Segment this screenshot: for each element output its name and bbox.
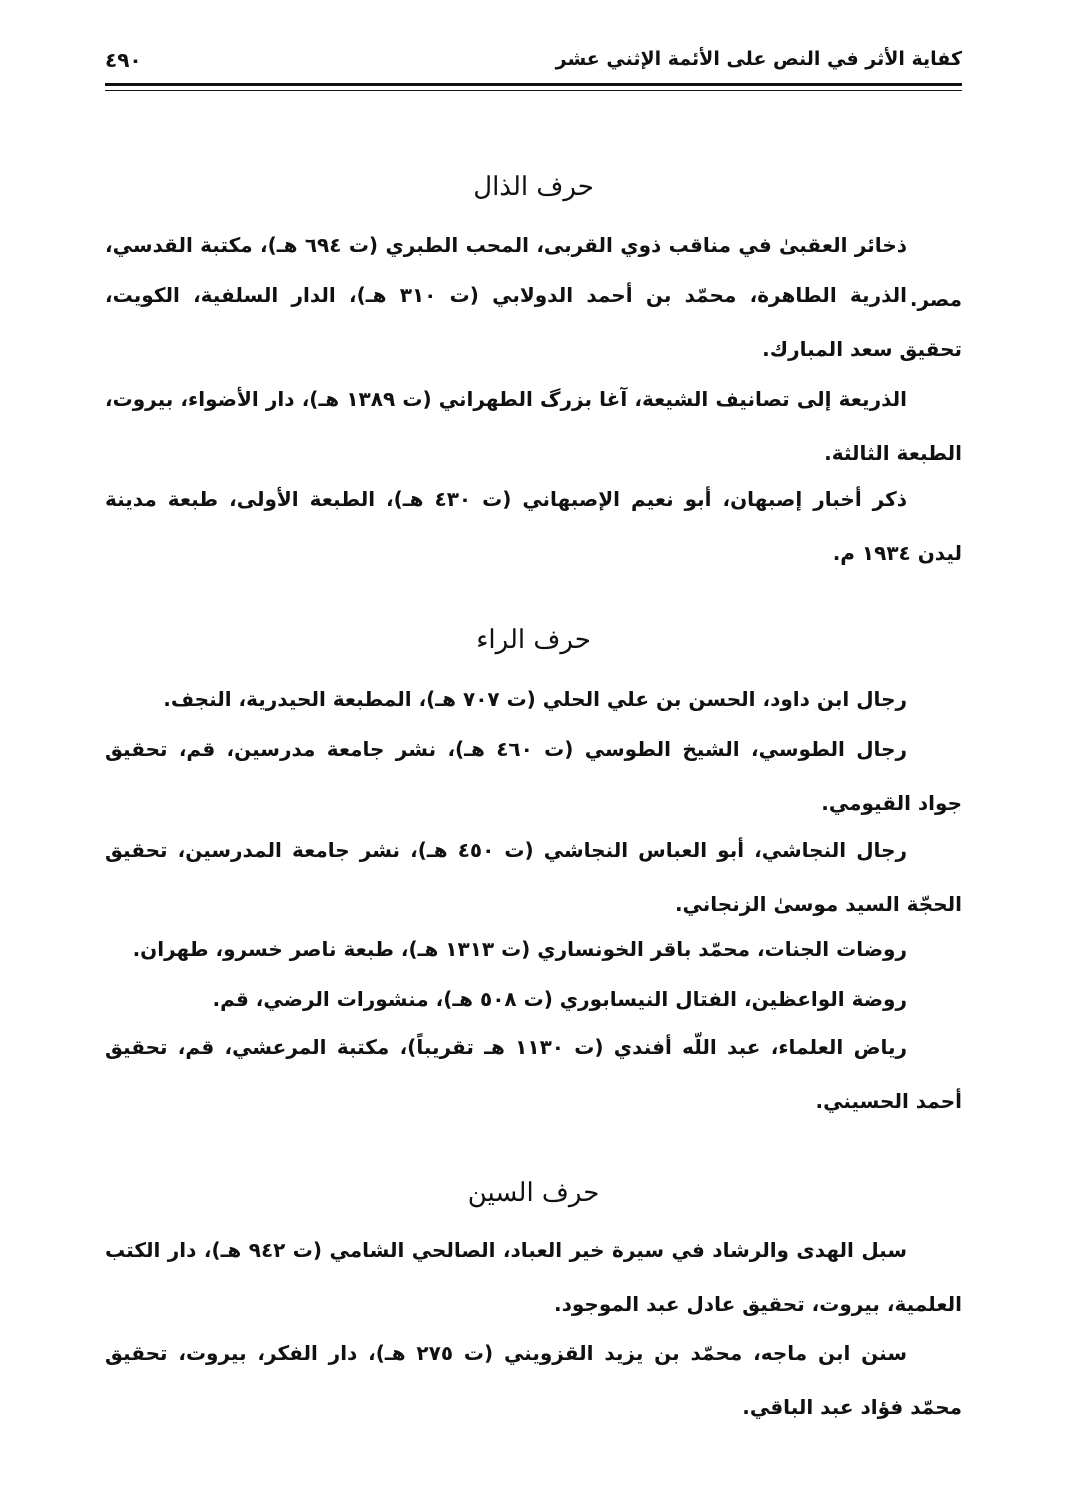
bibliography-entry: رجال الطوسي، الشيخ الطوسي (ت ٤٦٠ هـ)، نشر جامعة مدرسين، قم، تحقيق جواد القيومي. xyxy=(105,737,962,815)
section-title-sin: حرف السين xyxy=(467,1178,600,1208)
header-rule-thin xyxy=(105,90,962,91)
running-title: كفاية الأثر في النص على الأئمة الإثني عشر xyxy=(555,48,962,70)
section-title-dhal: حرف الذال xyxy=(473,172,594,202)
header-rule-thick xyxy=(105,83,962,86)
bibliography-entry: روضة الواعظين، الفتال النيسابوري (ت ٥٠٨ هـ)، منشورات الرضي، قم. xyxy=(212,987,907,1011)
bibliography-entry: ذخائر العقبىٰ في مناقب ذوي القربى، المحب الطبري (ت ٦٩٤ هـ)، مكتبة القدسي، مصر. xyxy=(105,233,962,311)
bibliography-entry: روضات الجنات، محمّد باقر الخونساري (ت ١٣١٣ هـ)، طبعة ناصر خسرو، طهران. xyxy=(132,937,907,961)
bibliography-entry: رجال النجاشي، أبو العباس النجاشي (ت ٤٥٠ هـ)، نشر جامعة المدرسين، تحقيق الحجّة السيد موسىٰ الزنجاني. xyxy=(105,838,962,916)
bibliography-entry: رياض العلماء، عبد اللّه أفندي (ت ١١٣٠ هـ تقريباً)، مكتبة المرعشي، قم، تحقيق أحمد الحسيني. xyxy=(105,1035,962,1113)
bibliography-entry: ذكر أخبار إصبهان، أبو نعيم الإصبهاني (ت ٤٣٠ هـ)، الطبعة الأولى، طبعة مدينة ليدن ١٩٣٤ م. xyxy=(105,487,962,565)
section-title-ra: حرف الراء xyxy=(476,625,591,655)
page-number: ٤٩٠ xyxy=(105,48,142,72)
bibliography-entry: الذرية الطاهرة، محمّد بن أحمد الدولابي (ت ٣١٠ هـ)، الدار السلفية، الكويت، تحقيق سعد المبارك. xyxy=(105,283,962,361)
bibliography-entry: الذريعة إلى تصانيف الشيعة، آغا بزرگ الطهراني (ت ١٣٨٩ هـ)، دار الأضواء، بيروت، الطبعة الثالثة. xyxy=(105,387,962,465)
bibliography-entry: رجال ابن داود، الحسن بن علي الحلي (ت ٧٠٧ هـ)، المطبعة الحيدرية، النجف. xyxy=(163,687,907,711)
page-header xyxy=(105,48,962,78)
bibliography-entry: سبل الهدى والرشاد في سيرة خير العباد، الصالحي الشامي (ت ٩٤٢ هـ)، دار الكتب العلمية، بيروت، تحقيق عادل عبد الموجود. xyxy=(105,1238,962,1316)
bibliography-entry: سنن ابن ماجه، محمّد بن يزيد القزويني (ت ٢٧٥ هـ)، دار الفكر، بيروت، تحقيق محمّد فؤاد عبد الباقي. xyxy=(105,1341,962,1419)
